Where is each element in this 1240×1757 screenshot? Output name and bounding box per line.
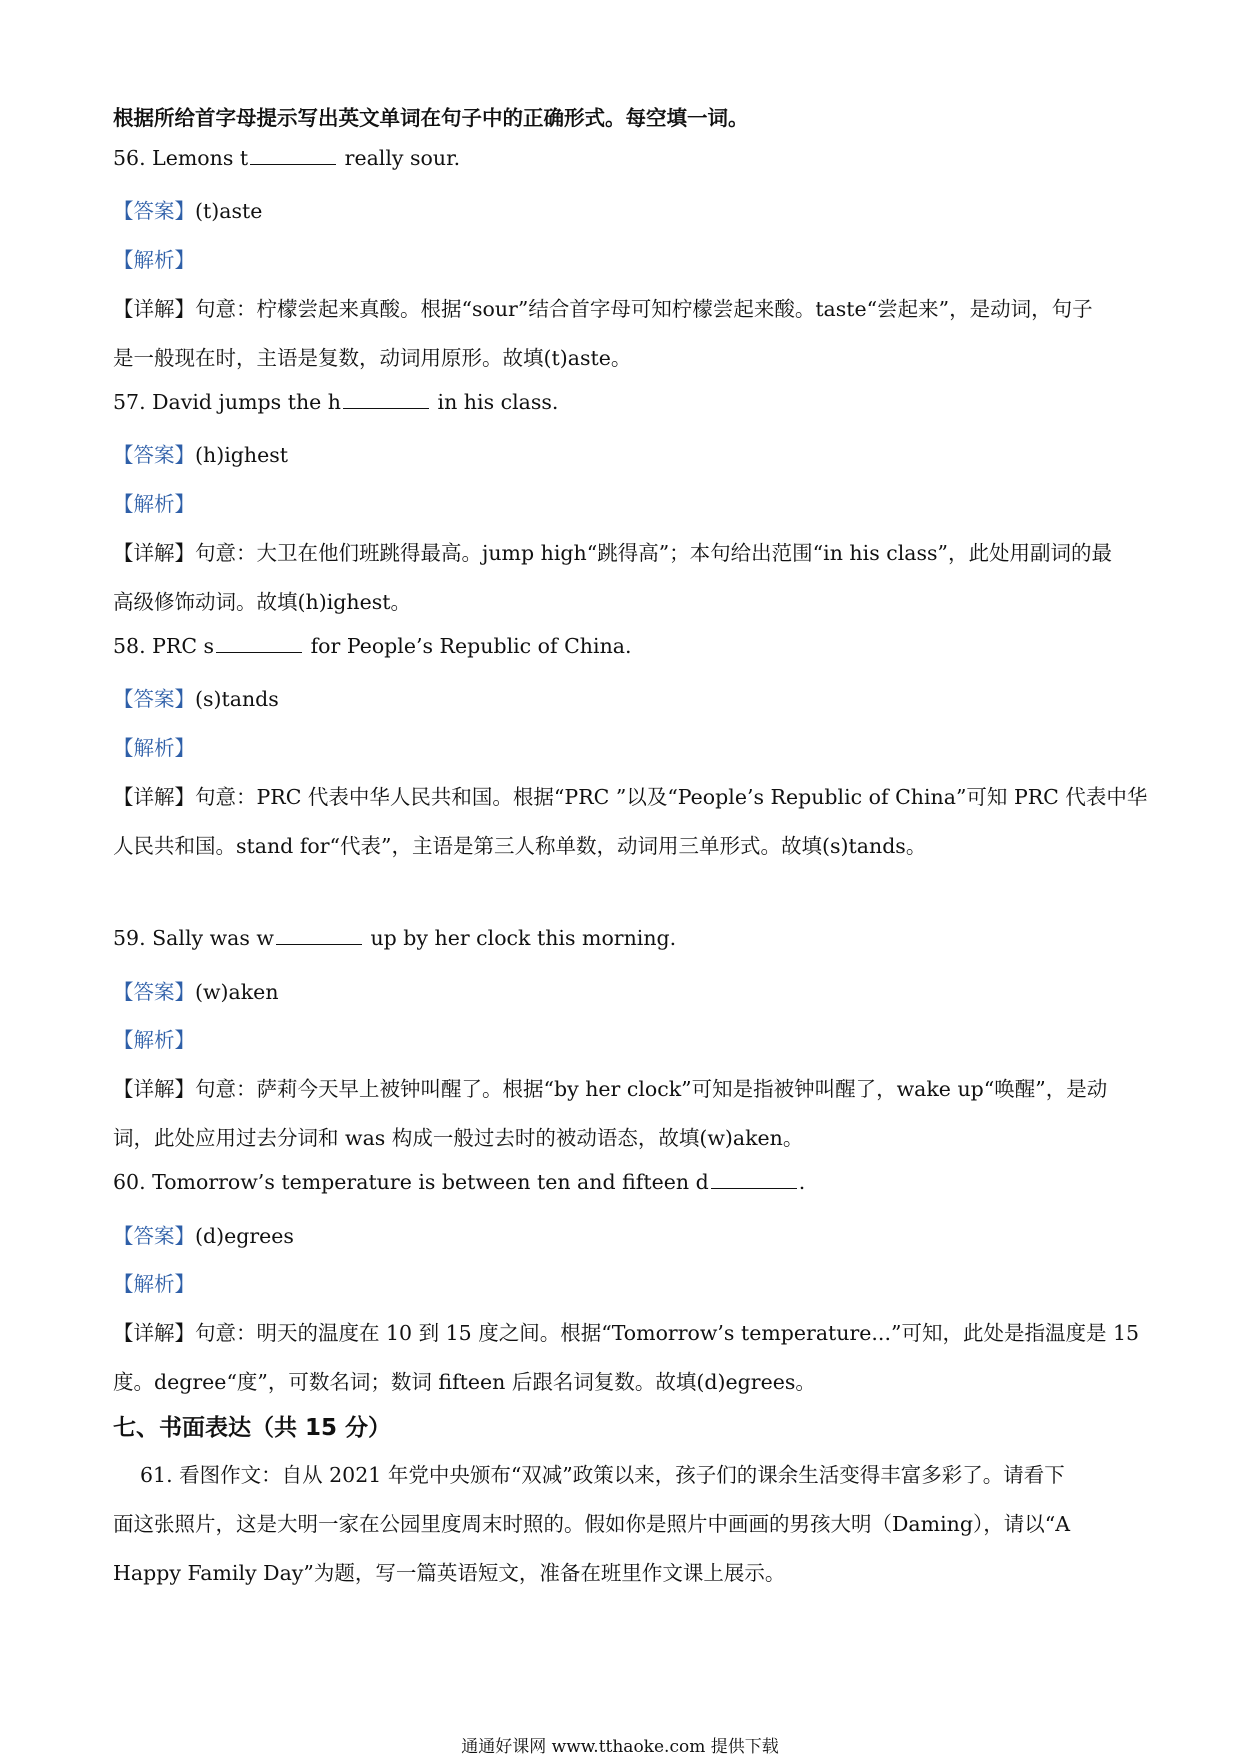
instruction: 根据所给首字母提示写出英文单词在句子中的正确形式。每空填一词。 [113,106,749,130]
detail-text: 句意：萨莉今天早上被钟叫醒了。根据“by her clock”可知是指被钟叫醒了，wake up“唤醒”，是动 [195,1077,1108,1101]
question-text: 57. David jumps the h [113,390,342,414]
answer-blank [216,636,302,653]
question-text: up by her clock this morning. [363,926,677,950]
question-text: 58. PRC s [113,634,215,658]
detail-text: 句意：PRC 代表中华人民共和国。根据“PRC ”以及“People’s Republic of China”可知 PRC 代表中华 [195,785,1148,809]
answer-blank [711,1172,797,1189]
detail-57-line2: 高级修饰动词。故填(h)ighest。 [113,590,411,614]
footer: 通通好课网 www.tthaoke.com 提供下载 [461,1737,779,1757]
question-57 [113,390,558,414]
answer-56 [113,194,262,224]
answer-blank [250,148,336,165]
detail-58-line1 [113,780,1147,810]
analysis-tag: 【解析】 [113,492,195,516]
answer-blank [276,928,362,945]
question-58 [113,634,632,658]
answer-tag: 【答案】 [113,1224,195,1248]
question-text: 56. Lemons t [113,146,249,170]
q61-line2: 面这张照片，这是大明一家在公园里度周末时照的。假如你是照片中画画的男孩大明（Daming），请以“A [113,1512,1071,1536]
question-text: in his class. [431,390,559,414]
section-title: 七、书面表达（共 15 分） [113,1415,392,1441]
answer-57 [113,438,288,468]
detail-59-line1 [113,1072,1107,1102]
answer-blank [343,392,429,409]
analysis-tag: 【解析】 [113,1028,195,1052]
answer-text: (w)aken [195,980,279,1004]
detail-text: 句意：大卫在他们班跳得最高。jump high“跳得高”；本句给出范围“in his class”，此处用副词的最 [195,541,1113,565]
q61-line1: 61. 看图作文：自从 2021 年党中央颁布“双减”政策以来，孩子们的课余生活变得丰富多彩了。请看下 [140,1463,1065,1487]
question-text: really sour. [338,146,461,170]
detail-56-line1 [113,292,1093,322]
answer-tag: 【答案】 [113,443,195,467]
detail-tag: 【详解】 [113,541,195,565]
answer-text: (s)tands [195,687,279,711]
detail-text: 句意：柠檬尝起来真酸。根据“sour”结合首字母可知柠檬尝起来酸。taste“尝起来”，是动词，句子 [195,297,1093,321]
answer-text: (d)egrees [195,1224,294,1248]
detail-58-line2: 人民共和国。stand for“代表”，主语是第三人称单数，动词用三单形式。故填(s)tands。 [113,834,927,858]
question-text: 59. Sally was w [113,926,274,950]
question-text: 60. Tomorrow’s temperature is between ten and fifteen d [113,1170,709,1194]
detail-56-line2: 是一般现在时，主语是复数，动词用原形。故填(t)aste。 [113,346,632,370]
detail-tag: 【详解】 [113,1077,195,1101]
detail-tag: 【详解】 [113,785,195,809]
question-text: for People’s Republic of China. [304,634,632,658]
answer-58 [113,682,279,712]
detail-60-line1 [113,1316,1139,1346]
detail-59-line2: 词，此处应用过去分词和 was 构成一般过去时的被动语态，故填(w)aken。 [113,1126,804,1150]
answer-text: (t)aste [195,199,263,223]
analysis-tag: 【解析】 [113,248,195,272]
answer-59 [113,975,279,1005]
detail-tag: 【详解】 [113,1321,195,1345]
answer-text: (h)ighest [195,443,288,467]
question-56 [113,146,460,170]
analysis-tag: 【解析】 [113,736,195,760]
answer-tag: 【答案】 [113,687,195,711]
detail-tag: 【详解】 [113,297,195,321]
detail-57-line1 [113,536,1112,566]
analysis-tag: 【解析】 [113,1272,195,1296]
detail-text: 句意：明天的温度在 10 到 15 度之间。根据“Tomorrow’s temperature...”可知，此处是指温度是 15 [195,1321,1140,1345]
question-text: . [798,1170,806,1194]
question-60 [113,1170,805,1194]
answer-tag: 【答案】 [113,199,195,223]
q61-line3: Happy Family Day”为题，写一篇英语短文，准备在班里作文课上展示。 [113,1561,786,1585]
answer-60 [113,1219,294,1249]
detail-60-line2: 度。degree“度”，可数名词；数词 fifteen 后跟名词复数。故填(d)egrees。 [113,1370,816,1394]
question-59 [113,926,676,950]
answer-tag: 【答案】 [113,980,195,1004]
